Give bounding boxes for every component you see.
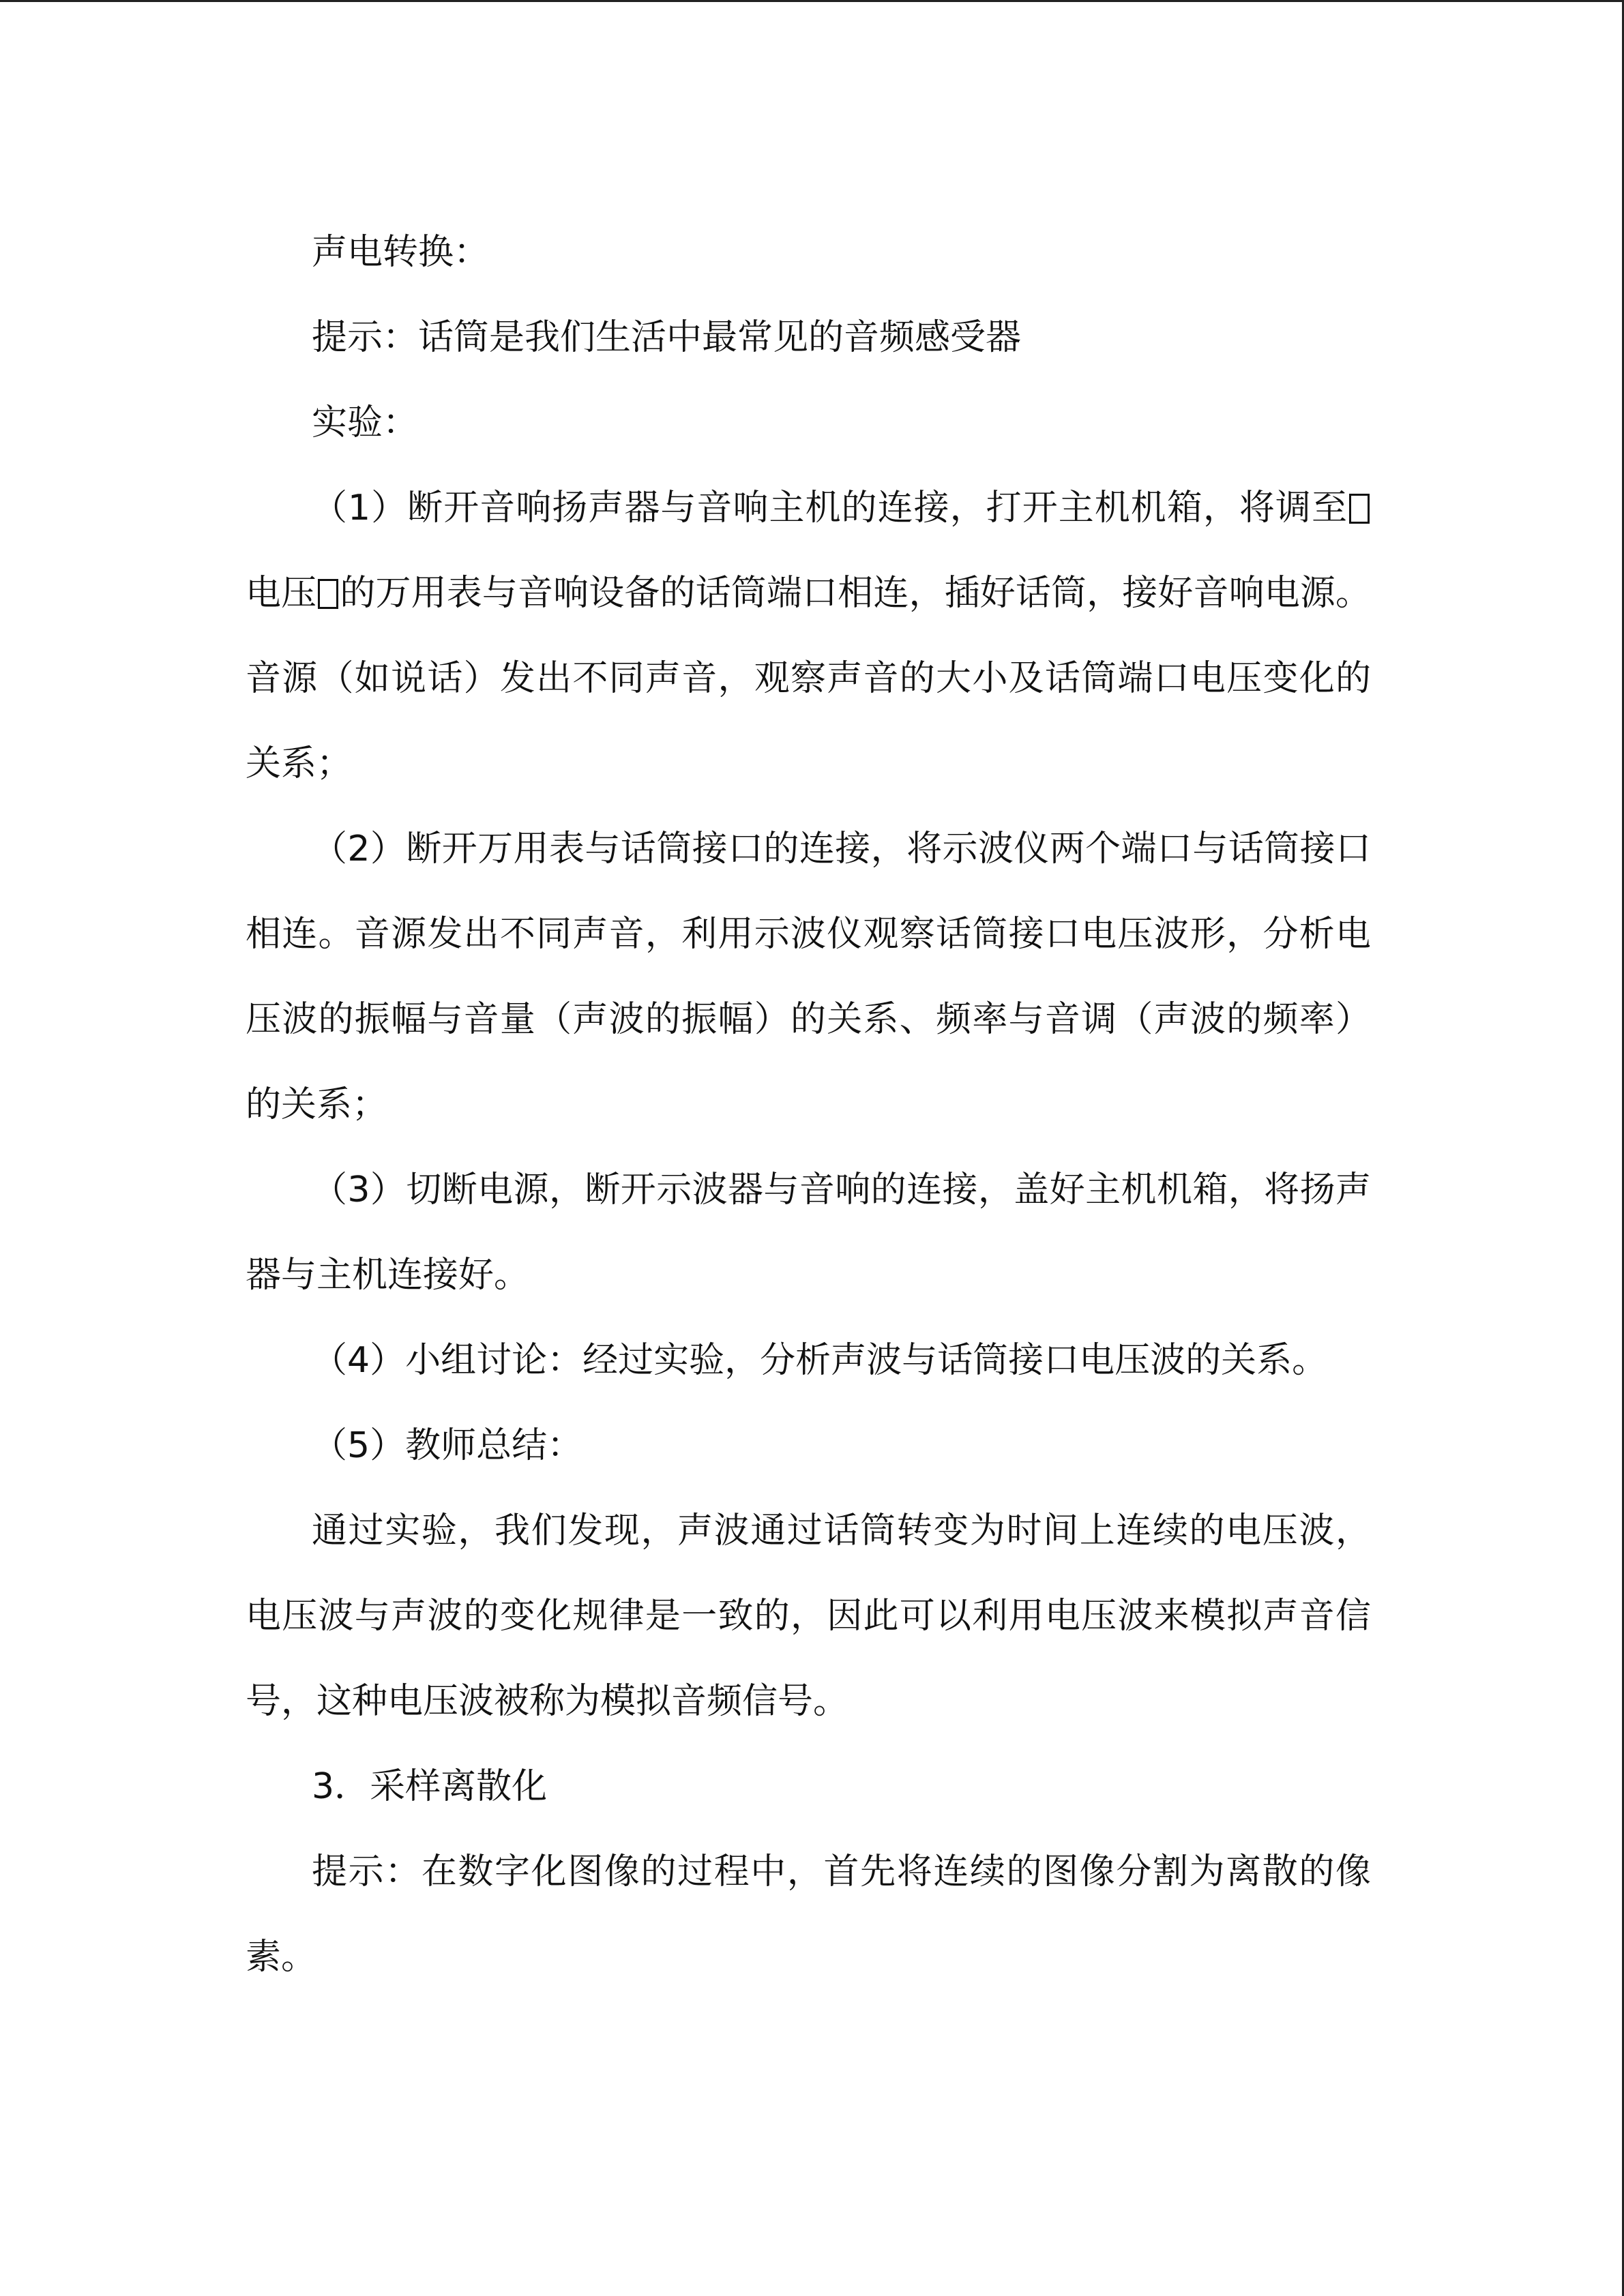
experiment-step-1 xyxy=(246,466,1371,807)
experiment-label: 实验： xyxy=(312,402,419,443)
step-1-text-b: 电压 xyxy=(246,573,317,614)
hint-image-digitization: 提示：在数字化图像的过程中，首先将连续的图像分割为离散的像素。 xyxy=(246,1851,1371,1978)
experiment-step-5: （5）教师总结： xyxy=(312,1425,583,1466)
missing-glyph-box xyxy=(318,579,338,609)
document-body xyxy=(246,210,1371,2000)
section-heading-sampling: 3．采样离散化 xyxy=(312,1766,548,1807)
teacher-summary: 通过实验，我们发现，声波通过话筒转变为时间上连续的电压波，电压波与声波的变化规律是一致的，因此可以利用电压波来模拟声音信号，这种电压波被称为模拟音频信号。 xyxy=(246,1510,1371,1722)
experiment-step-4: （4）小组讨论：经过实验，分析声波与话筒接口电压波的关系。 xyxy=(312,1340,1328,1381)
hint-microphone: 提示：话筒是我们生活中最常见的音频感受器 xyxy=(312,317,1022,358)
step-1-text-c: 的万用表与音响设备的话筒端口相连，插好话筒，接好音响电源。音源（如说话）发出不同声音，观察声音的大小及话筒端口电压变化的关系； xyxy=(246,573,1371,784)
step-1-text-a: （1）断开音响扬声器与音响主机的连接，打开主机机箱，将调至 xyxy=(312,488,1348,528)
experiment-step-2: （2）断开万用表与话筒接口的连接，将示波仪两个端口与话筒接口相连。音源发出不同声音，利用示波仪观察话筒接口电压波形，分析电压波的振幅与音量（声波的振幅）的关系、频率与音调（声波的频率）的关系； xyxy=(246,829,1371,1125)
experiment-step-3: （3）切断电源，断开示波器与音响的连接，盖好主机机箱，将扬声器与主机连接好。 xyxy=(246,1169,1371,1296)
missing-glyph-box xyxy=(1349,494,1370,524)
heading-sound-electric-conversion: 声电转换： xyxy=(312,232,490,273)
